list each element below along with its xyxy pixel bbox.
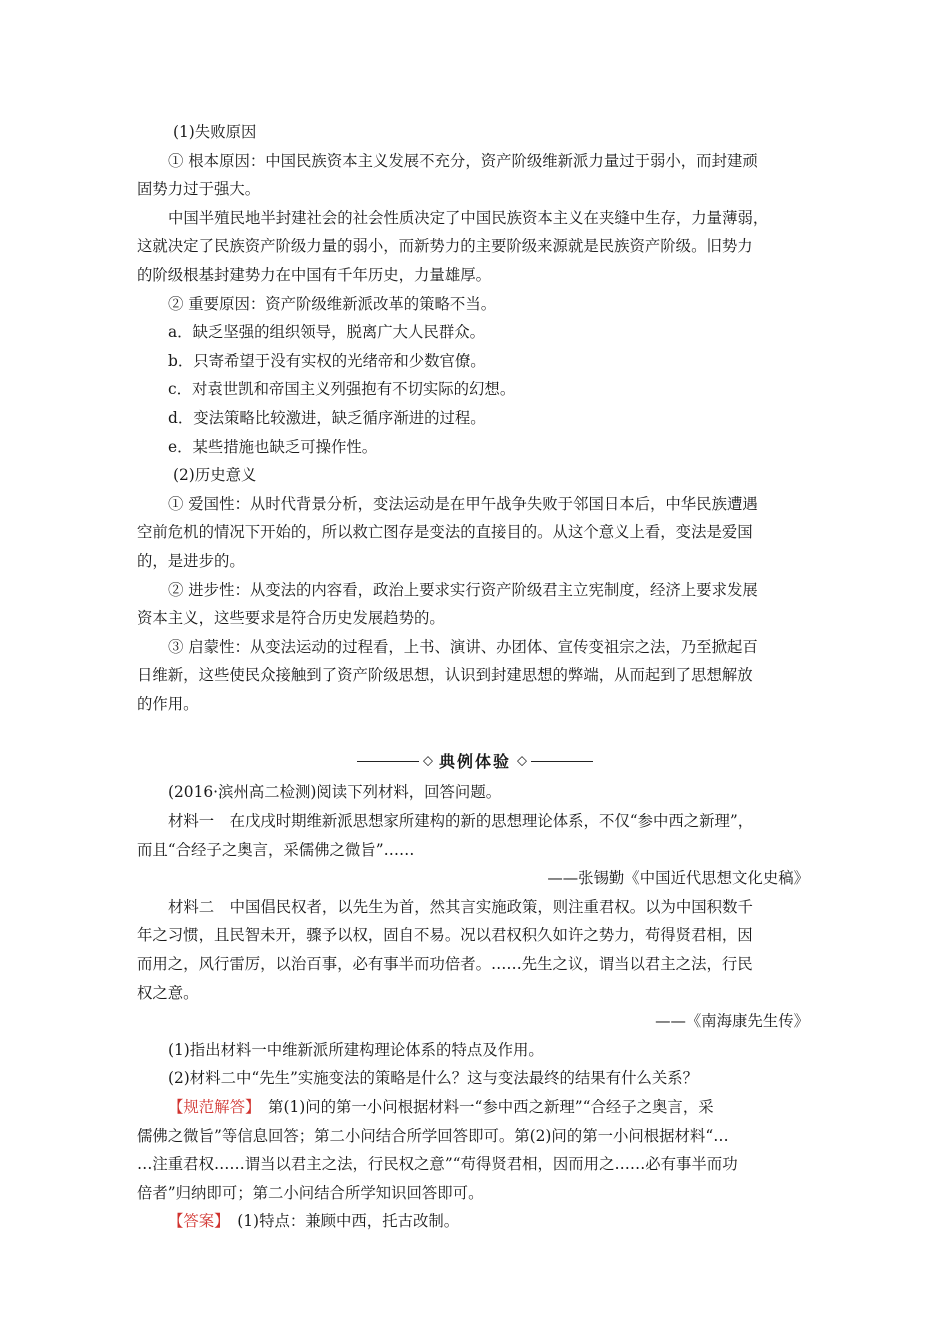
divider [357,761,419,762]
list-item: c．对袁世凯和帝国主义列强抱有不切实际的幻想。 [168,380,516,399]
paragraph-line: ① 爱国性：从时代背景分析，变法运动是在甲午战争失败于邻国日本后，中华民族遭遇 [168,494,758,513]
paragraph-line: 空前危机的情况下开始的，所以救亡图存是变法的直接目的。从这个意义上看，变法是爱国 [137,523,753,542]
question-one: (1)指出材料一中维新派所建构理论体系的特点及作用。 [168,1040,544,1059]
document-page [137,118,813,1236]
answer-tag: 【答案】 [168,1212,222,1231]
analysis-text: 第(1)问的第一小问根据材料一“参中西之新理”“合经子之奥言，采 [252,1098,714,1116]
paragraph-line: ② 重要原因：资产阶级维新派改革的策略不当。 [168,294,497,313]
paragraph-line: 这就决定了民族资产阶级力量的弱小，而新势力的主要阶级来源就是民族资产阶级。旧势力 [137,237,753,256]
list-item: d．变法策略比较激进，缺乏循序渐进的过程。 [168,408,486,427]
divider [531,761,593,762]
paragraph-line: 中国半殖民地半封建社会的社会性质决定了中国民族资本主义在夹缝中生存，力量薄弱， [168,208,769,227]
paragraph-line: ① 根本原因：中国民族资本主义发展不充分，资产阶级维新派力量过于弱小，而封建顽 [168,151,758,170]
heading-historical-significance: (2)历史意义 [173,466,257,485]
material-one-line: 材料一 在戊戌时期维新派思想家所建构的新的思想理论体系，不仅“参中西之新理”， [168,812,754,831]
material-one-source: ——张锡勤《中国近代思想文化史稿》 [547,869,809,888]
paragraph-line: 的，是进步的。 [137,551,245,570]
material-two-source: ——《南海康先生传》 [655,1012,809,1031]
material-two-line: 材料二 中国倡民权者，以先生为首，然其言实施政策，则注重君权。以为中国积数千 [168,897,753,916]
paragraph-line: 的阶级根基封建势力在中国有千年历史，力量雄厚。 [137,265,491,284]
question-intro: (2016·滨州高二检测)阅读下列材料，回答问题。 [168,783,502,802]
paragraph-line: 资本主义，这些要求是符合历史发展趋势的。 [137,609,445,628]
paragraph-line: ② 进步性：从变法的内容看，政治上要求实行资产阶级君主立宪制度，经济上要求发展 [168,580,758,599]
section-title-text: 典例体验 [438,751,511,771]
paragraph-line: 的作用。 [137,694,199,713]
heading-failure-reasons: (1)失败原因 [173,123,257,141]
diamond-icon: ◇ [422,753,433,769]
list-item: e．某些措施也缺乏可操作性。 [168,437,378,456]
list-item: a．缺乏坚强的组织领导，脱离广大人民群众。 [168,323,485,342]
analysis-tag: 【规范解答】 [168,1098,253,1116]
material-two-line: 权之意。 [137,983,199,1002]
answer-line [137,1207,813,1236]
paragraph-line: 日维新，这些使民众接触到了资产阶级思想，认识到封建思想的弊端，从而起到了思想解放 [137,666,753,685]
analysis-line: …注重君权……谓当以君主之法，行民权之意”“苟得贤君相，因而用之……必有事半而功 [137,1155,738,1174]
paragraph-line: ③ 启蒙性：从变法运动的过程看，上书、演讲、办团体、宣传变祖宗之法，乃至掀起百 [168,637,758,656]
analysis-line [137,1093,813,1122]
list-item: b．只寄希望于没有实权的光绪帝和少数官僚。 [168,351,486,370]
material-two-line: 而用之，风行雷厉，以治百事，必有事半而功倍者。……先生之议，谓当以君主之法，行民 [137,955,753,974]
paragraph-line: 固势力过于强大。 [137,180,261,199]
analysis-line: 倍者”归纳即可；第二小问结合所学知识回答即可。 [137,1183,484,1202]
material-two-line: 年之习惯，且民智未开，骤予以权，固自不易。况以君权积久如许之势力，苟得贤君相，因 [137,926,753,945]
answer-text: (1)特点：兼顾中西，托古改制。 [221,1212,460,1231]
material-one-line: 而且“合经子之奥言，采儒佛之微旨”…… [137,840,415,859]
question-two: (2)材料二中“先生”实施变法的策略是什么？这与变法最终的结果有什么关系？ [168,1069,699,1088]
analysis-line: 儒佛之微旨”等信息回答；第二小问结合所学回答即可。第(2)问的第一小问根据材料“… [137,1126,729,1145]
section-title [137,746,813,776]
diamond-icon: ◇ [517,753,527,769]
